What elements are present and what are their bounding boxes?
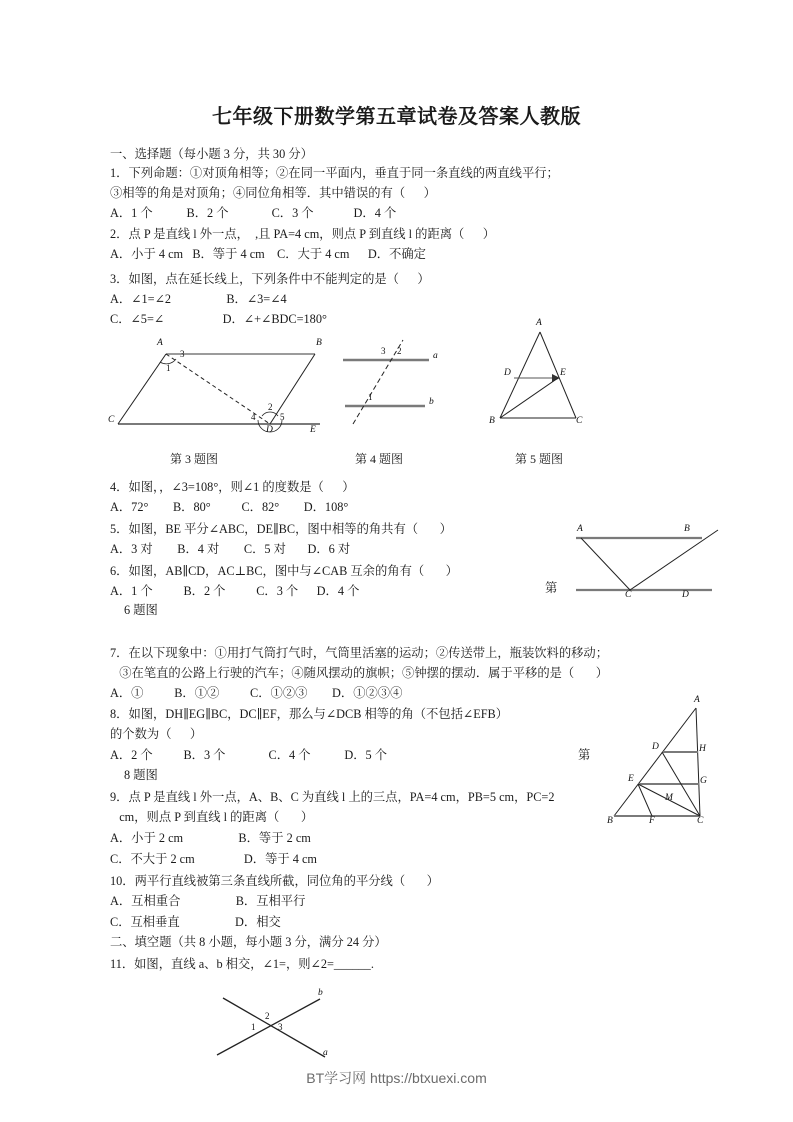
figure-8-label-A: A <box>694 695 700 705</box>
figure-4-label-a: a <box>433 351 438 361</box>
section-1-heading: 一、选择题（每小题 3 分，共 30 分） <box>110 147 313 161</box>
figure-11-angle-1: 1 <box>251 1022 256 1032</box>
figure-5-label-A: A <box>536 318 542 328</box>
question-2-options: A．小于 4 cm B．等于 4 cm C．大于 4 cm D．不确定 <box>110 247 426 261</box>
question-8-options: A．2 个 B．3 个 C．4 个 D．5 个 <box>110 748 388 762</box>
question-6-line-1: 6．如图，AB∥CD，AC⊥BC，图中与∠CAB 互余的角有（ ） <box>110 564 458 578</box>
site-watermark: BT学习网 https://btxuexi.com <box>306 1070 487 1086</box>
figure-3-label-E: E <box>310 425 316 435</box>
question-5-options: A．3 对 B．4 对 C．5 对 D．6 对 <box>110 542 351 556</box>
figure-8-label-H: H <box>699 744 706 754</box>
figure-3-label-B: B <box>316 338 322 348</box>
figure-6-label-A: A <box>577 524 583 534</box>
question-6-figure-tag: 第 <box>545 581 558 595</box>
question-4-line-1: 4．如图，，∠3=108°，则∠1 的度数是（ ） <box>110 480 355 494</box>
page-title: 七年级下册数学第五章试卷及答案人教版 <box>212 106 581 128</box>
figure-8-label-E: E <box>628 774 634 784</box>
figure-question-6 <box>572 524 732 604</box>
section-2-heading: 二、填空题（共 8 小题，每小题 3 分，满分 24 分） <box>110 935 387 949</box>
figure-4-caption: 第 4 题图 <box>355 452 404 466</box>
figure-4-angle-1: 1 <box>368 392 373 402</box>
figure-question-4 <box>341 338 466 428</box>
figure-8-label-G: G <box>700 776 707 786</box>
question-6-options: A．1 个 B．2 个 C．3 个 D．4 个 <box>110 584 360 598</box>
question-3-options-ab: A．∠1=∠2 B．∠3=∠4 <box>110 292 287 306</box>
question-8-figure-tag-wrap: 8 题图 <box>124 768 158 782</box>
question-9-options-cd: C．不大于 2 cm D．等于 4 cm <box>110 852 317 866</box>
question-9-line-2: cm，则点 P 到直线 l 的距离（ ） <box>110 810 314 824</box>
figure-3-label-A: A <box>157 338 163 348</box>
figure-8-label-C: C <box>697 816 704 826</box>
question-8-figure-tag: 第 <box>578 748 591 762</box>
figure-question-11 <box>205 985 355 1070</box>
figure-question-3 <box>110 332 360 437</box>
question-3-line-1: 3．如图，点在延长线上，下列条件中不能判定的是（ ） <box>110 272 430 286</box>
figure-3-angle-3: 3 <box>180 349 185 359</box>
question-1-line-2: ③相等的角是对顶角；④同位角相等．其中错误的有（ ） <box>110 186 436 200</box>
figure-8-label-M: M <box>665 793 673 803</box>
question-1-line-1: 1．下列命题：①对顶角相等；②在同一平面内，垂直于同一条直线的两直线平行； <box>110 166 559 180</box>
figure-5-label-C: C <box>576 416 583 426</box>
figure-6-label-D: D <box>682 590 689 600</box>
figure-11-angle-2: 2 <box>265 1011 270 1021</box>
figure-3-angle-5: 5 <box>280 412 285 422</box>
question-7-line-1: 7．在以下现象中：①用打气筒打气时，气筒里活塞的运动；②传送带上，瓶装饮料的移动； <box>110 646 609 660</box>
figure-3-label-D: D <box>266 425 273 435</box>
question-9-options-ab: A．小于 2 cm B．等于 2 cm <box>110 831 311 845</box>
question-11-line-1: 11．如图，直线 a、b 相交，∠1=，则∠2=______. <box>110 957 374 971</box>
figure-5-label-E: E <box>560 368 566 378</box>
question-4-options: A．72° B．80° C．82° D．108° <box>110 500 349 514</box>
figure-3-caption: 第 3 题图 <box>170 452 219 466</box>
question-7-line-2: ③在笔直的公路上行驶的汽车；④随风摆动的旗帜；⑤钟摆的摆动．属于平移的是（ ） <box>110 666 609 680</box>
figure-8-label-F: F <box>649 816 655 826</box>
figure-4-angle-2: 2 <box>397 346 402 356</box>
figure-4-label-b: b <box>429 397 434 407</box>
figure-4-angle-3: 3 <box>381 346 386 356</box>
figure-11-angle-3: 3 <box>278 1022 283 1032</box>
question-6-figure-tag-wrap: 6 题图 <box>124 603 158 617</box>
figure-8-label-B: B <box>607 816 613 826</box>
figure-3-label-C: C <box>108 415 115 425</box>
figure-5-label-B: B <box>489 416 495 426</box>
question-8-line-1: 8．如图，DH∥EG∥BC，DC∥EF，那么与∠DCB 相等的角（不包括∠EFB） <box>110 707 509 721</box>
figure-11-label-b: b <box>318 988 323 998</box>
question-10-options-cd: C．互相垂直 D．相交 <box>110 915 281 929</box>
question-1-options: A．1 个 B．2 个 C．3 个 D．4 个 <box>110 206 397 220</box>
figure-3-angle-4: 4 <box>251 412 256 422</box>
question-3-options-cd: C．∠5=∠ D．∠+∠BDC=180° <box>110 312 327 326</box>
question-10-line-1: 10．两平行直线被第三条直线所截，同位角的平分线（ ） <box>110 874 439 888</box>
figure-question-5 <box>486 318 596 436</box>
question-10-options-ab: A．互相重合 B．互相平行 <box>110 894 306 908</box>
figure-8-label-D: D <box>652 742 659 752</box>
question-2-line-1: 2．点 P 是直线 l 外一点， ,且 PA=4 cm，则点 P 到直线 l 的距离（ ） <box>110 227 496 241</box>
question-9-line-1: 9．点 P 是直线 l 外一点，A、B、C 为直线 l 上的三点，PA=4 cm，PB=5 cm，PC=2 <box>110 790 555 804</box>
question-7-options: A．① B．①② C．①②③ D．①②③④ <box>110 686 403 700</box>
figure-3-angle-2: 2 <box>268 402 273 412</box>
figure-11-label-a: a <box>323 1048 328 1058</box>
figure-6-label-B: B <box>684 524 690 534</box>
figure-6-label-C: C <box>625 590 632 600</box>
question-8-line-2: 的个数为（ ） <box>110 727 203 741</box>
figure-5-label-D: D <box>504 368 511 378</box>
figure-5-caption: 第 5 题图 <box>515 452 564 466</box>
figure-3-angle-1: 1 <box>166 363 171 373</box>
question-5-line-1: 5．如图，BE 平分∠ABC，DE∥BC，图中相等的角共有（ ） <box>110 522 452 536</box>
